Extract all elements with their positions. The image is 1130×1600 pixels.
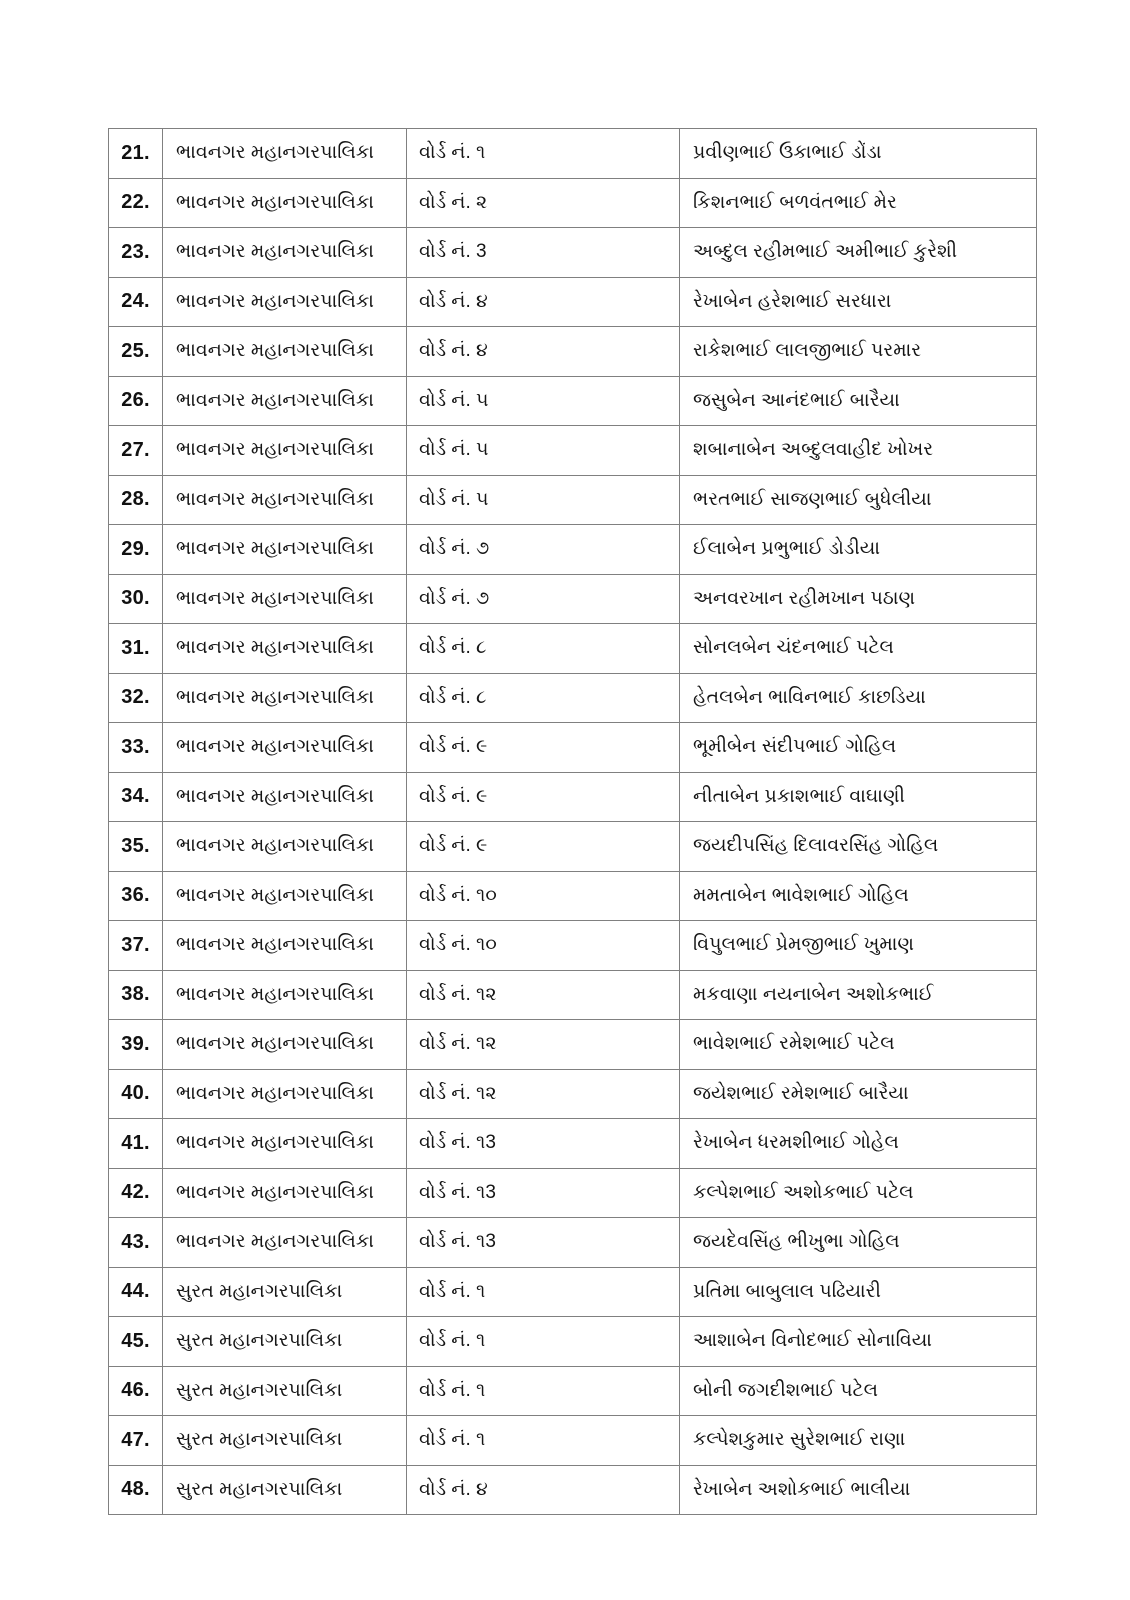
cell-serial-number: 30.	[109, 574, 163, 624]
cell-serial-number: 36.	[109, 871, 163, 921]
cell-corporation: ભાવનગર મહાનગરપાલિકા	[163, 178, 407, 228]
table-row	[109, 228, 1037, 278]
table-row	[109, 1267, 1037, 1317]
cell-person-name: રેખાબેન ધરમશીભાઈ ગોહેલ	[680, 1119, 1037, 1169]
table-row	[109, 624, 1037, 674]
cell-ward-number: વોર્ડ નં. ૧	[407, 1267, 680, 1317]
cell-corporation: ભાવનગર મહાનગરપાલિકા	[163, 822, 407, 872]
cell-ward-number: વોર્ડ નં. ૧૨	[407, 970, 680, 1020]
cell-person-name: ભરતભાઈ સાજણભાઈ બુધેલીયા	[680, 475, 1037, 525]
cell-corporation: ભાવનગર મહાનગરપાલિકા	[163, 525, 407, 575]
cell-corporation: સુરત મહાનગરપાલિકા	[163, 1317, 407, 1367]
cell-person-name: મકવાણા નયનાબેન અશોકભાઈ	[680, 970, 1037, 1020]
cell-person-name: બોની જગદીશભાઈ પટેલ	[680, 1366, 1037, 1416]
table-row	[109, 1119, 1037, 1169]
cell-corporation: ભાવનગર મહાનગરપાલિકા	[163, 475, 407, 525]
cell-ward-number: વોર્ડ નં. ૧૨	[407, 1020, 680, 1070]
cell-ward-number: વોર્ડ નં. ૧	[407, 129, 680, 179]
cell-ward-number: વોર્ડ નં. ૭	[407, 525, 680, 575]
cell-serial-number: 44.	[109, 1267, 163, 1317]
cell-person-name: ભાવેશભાઈ રમેશભાઈ પટેલ	[680, 1020, 1037, 1070]
cell-ward-number: વોર્ડ નં. ૧	[407, 1416, 680, 1466]
cell-ward-number: વોર્ડ નં. ૧3	[407, 1119, 680, 1169]
cell-serial-number: 46.	[109, 1366, 163, 1416]
cell-ward-number: વોર્ડ નં. ૧	[407, 1366, 680, 1416]
table-row	[109, 1069, 1037, 1119]
table-row	[109, 277, 1037, 327]
cell-person-name: જયદીપસિંહ દિલાવરસિંહ ગોહિલ	[680, 822, 1037, 872]
cell-corporation: ભાવનગર મહાનગરપાલિકા	[163, 1069, 407, 1119]
table-row	[109, 525, 1037, 575]
cell-corporation: સુરત મહાનગરપાલિકા	[163, 1366, 407, 1416]
cell-serial-number: 33.	[109, 723, 163, 773]
cell-person-name: મમતાબેન ભાવેશભાઈ ગોહિલ	[680, 871, 1037, 921]
cell-ward-number: વોર્ડ નં. ૮	[407, 624, 680, 674]
cell-corporation: સુરત મહાનગરપાલિકા	[163, 1267, 407, 1317]
cell-corporation: ભાવનગર મહાનગરપાલિકા	[163, 723, 407, 773]
cell-corporation: ભાવનગર મહાનગરપાલિકા	[163, 1020, 407, 1070]
cell-serial-number: 27.	[109, 426, 163, 476]
cell-serial-number: 32.	[109, 673, 163, 723]
cell-corporation: ભાવનગર મહાનગરપાલિકા	[163, 1168, 407, 1218]
cell-serial-number: 34.	[109, 772, 163, 822]
table-row	[109, 1020, 1037, 1070]
cell-corporation: સુરત મહાનગરપાલિકા	[163, 1416, 407, 1466]
cell-person-name: શબાનાબેન અબ્દુલવાહીદ ખોખર	[680, 426, 1037, 476]
table-row	[109, 475, 1037, 525]
cell-serial-number: 43.	[109, 1218, 163, 1268]
cell-ward-number: વોર્ડ નં. ૯	[407, 723, 680, 773]
cell-ward-number: વોર્ડ નં. ૪	[407, 277, 680, 327]
cell-corporation: ભાવનગર મહાનગરપાલિકા	[163, 970, 407, 1020]
cell-serial-number: 29.	[109, 525, 163, 575]
cell-person-name: અબ્દુલ રહીમભાઈ અમીભાઈ કુરેશી	[680, 228, 1037, 278]
table-row	[109, 970, 1037, 1020]
cell-ward-number: વોર્ડ નં. ૧૨	[407, 1069, 680, 1119]
cell-serial-number: 35.	[109, 822, 163, 872]
cell-person-name: રેખાબેન અશોકભાઈ ભાલીયા	[680, 1465, 1037, 1515]
cell-corporation: ભાવનગર મહાનગરપાલિકા	[163, 129, 407, 179]
cell-corporation: ભાવનગર મહાનગરપાલિકા	[163, 426, 407, 476]
cell-ward-number: વોર્ડ નં. ૫	[407, 376, 680, 426]
cell-serial-number: 47.	[109, 1416, 163, 1466]
cell-serial-number: 38.	[109, 970, 163, 1020]
table-row	[109, 376, 1037, 426]
cell-person-name: અનવરખાન રહીમખાન પઠાણ	[680, 574, 1037, 624]
cell-person-name: વિપુલભાઈ પ્રેમજીભાઈ ખુમાણ	[680, 921, 1037, 971]
cell-person-name: કલ્પેશભાઈ અશોકભાઈ પટેલ	[680, 1168, 1037, 1218]
table-row	[109, 129, 1037, 179]
cell-corporation: સુરત મહાનગરપાલિકા	[163, 1465, 407, 1515]
table-row	[109, 1218, 1037, 1268]
table-row	[109, 1168, 1037, 1218]
cell-corporation: ભાવનગર મહાનગરપાલિકા	[163, 1218, 407, 1268]
cell-serial-number: 41.	[109, 1119, 163, 1169]
table-body	[109, 129, 1037, 1515]
table-row	[109, 574, 1037, 624]
table-row	[109, 723, 1037, 773]
cell-person-name: રેખાબેન હરેશભાઈ સરધારા	[680, 277, 1037, 327]
cell-person-name: કલ્પેશકુમાર સુરેશભાઈ રાણા	[680, 1416, 1037, 1466]
cell-serial-number: 42.	[109, 1168, 163, 1218]
cell-ward-number: વોર્ડ નં. ૧૦	[407, 871, 680, 921]
table-row	[109, 178, 1037, 228]
cell-serial-number: 48.	[109, 1465, 163, 1515]
cell-ward-number: વોર્ડ નં. 3	[407, 228, 680, 278]
cell-corporation: ભાવનગર મહાનગરપાલિકા	[163, 376, 407, 426]
cell-ward-number: વોર્ડ નં. ૫	[407, 475, 680, 525]
ward-allocation-table	[108, 128, 1037, 1515]
table-row	[109, 772, 1037, 822]
cell-serial-number: 23.	[109, 228, 163, 278]
cell-corporation: ભાવનગર મહાનગરપાલિકા	[163, 921, 407, 971]
cell-person-name: જયેશભાઈ રમેશભાઈ બારૈયા	[680, 1069, 1037, 1119]
table-row	[109, 822, 1037, 872]
cell-corporation: ભાવનગર મહાનગરપાલિકા	[163, 871, 407, 921]
cell-person-name: ઈલાબેન પ્રભુભાઈ ડોડીયા	[680, 525, 1037, 575]
cell-person-name: જયદેવસિંહ ભીખુભા ગોહિલ	[680, 1218, 1037, 1268]
cell-corporation: ભાવનગર મહાનગરપાલિકા	[163, 574, 407, 624]
cell-serial-number: 31.	[109, 624, 163, 674]
cell-person-name: કિશનભાઈ બળવંતભાઈ મેર	[680, 178, 1037, 228]
cell-serial-number: 37.	[109, 921, 163, 971]
cell-person-name: હેતલબેન ભાવિનભાઈ કાછડિયા	[680, 673, 1037, 723]
cell-ward-number: વોર્ડ નં. ૫	[407, 426, 680, 476]
cell-ward-number: વોર્ડ નં. ૭	[407, 574, 680, 624]
cell-person-name: પ્રતિમા બાબુલાલ પઢિયારી	[680, 1267, 1037, 1317]
cell-ward-number: વોર્ડ નં. ૨	[407, 178, 680, 228]
cell-serial-number: 39.	[109, 1020, 163, 1070]
cell-person-name: ભૂમીબેન સંદીપભાઈ ગોહિલ	[680, 723, 1037, 773]
table-row	[109, 871, 1037, 921]
cell-ward-number: વોર્ડ નં. ૧	[407, 1317, 680, 1367]
cell-person-name: પ્રવીણભાઈ ઉકાભાઈ ડોંડા	[680, 129, 1037, 179]
cell-serial-number: 28.	[109, 475, 163, 525]
table-row	[109, 921, 1037, 971]
cell-serial-number: 40.	[109, 1069, 163, 1119]
cell-serial-number: 22.	[109, 178, 163, 228]
cell-corporation: ભાવનગર મહાનગરપાલિકા	[163, 1119, 407, 1169]
cell-corporation: ભાવનગર મહાનગરપાલિકા	[163, 327, 407, 377]
cell-corporation: ભાવનગર મહાનગરપાલિકા	[163, 624, 407, 674]
cell-corporation: ભાવનગર મહાનગરપાલિકા	[163, 673, 407, 723]
cell-ward-number: વોર્ડ નં. ૧3	[407, 1218, 680, 1268]
cell-ward-number: વોર્ડ નં. ૮	[407, 673, 680, 723]
table-row	[109, 1317, 1037, 1367]
cell-ward-number: વોર્ડ નં. ૧૦	[407, 921, 680, 971]
cell-ward-number: વોર્ડ નં. ૯	[407, 772, 680, 822]
cell-person-name: જસુબેન આનંદભાઈ બારૈયા	[680, 376, 1037, 426]
cell-person-name: આશાબેન વિનોદભાઈ સોનાવિયા	[680, 1317, 1037, 1367]
cell-ward-number: વોર્ડ નં. ૯	[407, 822, 680, 872]
cell-ward-number: વોર્ડ નં. ૧3	[407, 1168, 680, 1218]
table-row	[109, 1465, 1037, 1515]
cell-corporation: ભાવનગર મહાનગરપાલિકા	[163, 277, 407, 327]
cell-serial-number: 25.	[109, 327, 163, 377]
cell-person-name: સોનલબેન ચંદનભાઈ પટેલ	[680, 624, 1037, 674]
cell-person-name: રાકેશભાઈ લાલજીભાઈ પરમાર	[680, 327, 1037, 377]
table-row	[109, 1416, 1037, 1466]
cell-corporation: ભાવનગર મહાનગરપાલિકા	[163, 772, 407, 822]
table-row	[109, 426, 1037, 476]
cell-serial-number: 24.	[109, 277, 163, 327]
table-row	[109, 327, 1037, 377]
cell-ward-number: વોર્ડ નં. ૪	[407, 327, 680, 377]
table-row	[109, 1366, 1037, 1416]
table-row	[109, 673, 1037, 723]
cell-ward-number: વોર્ડ નં. ૪	[407, 1465, 680, 1515]
cell-person-name: નીતાબેન પ્રકાશભાઈ વાઘાણી	[680, 772, 1037, 822]
cell-serial-number: 45.	[109, 1317, 163, 1367]
cell-corporation: ભાવનગર મહાનગરપાલિકા	[163, 228, 407, 278]
cell-serial-number: 26.	[109, 376, 163, 426]
cell-serial-number: 21.	[109, 129, 163, 179]
